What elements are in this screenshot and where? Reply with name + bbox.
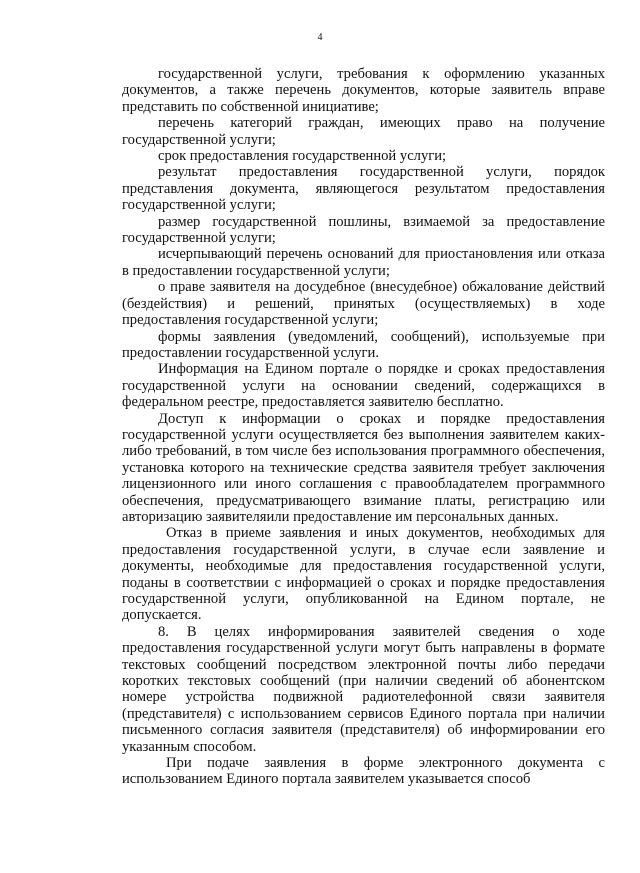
paragraph: перечень категорий граждан, имеющих право на получение государственной услуги; bbox=[122, 115, 605, 148]
paragraph: исчерпывающий перечень оснований для приостановления или отказа в предоставлении государственной услуги; bbox=[122, 246, 605, 279]
paragraph: о праве заявителя на досудебное (внесудебное) обжалование действий (бездействия) и решений, принятых (осуществляемых) в ходе предоставления государственной услуги; bbox=[122, 279, 605, 329]
paragraph: Доступ к информации о сроках и порядке предоставления государственной услуги осуществляется без выполнения заявителем каких-либо требований, в том числе без использования программного обеспечения, установка которого на технические средства заявителя требует заключения лицензионного или иного соглашения с правообладателем программного обеспечения, предусматривающего взимание платы, регистрацию или авторизацию заявителяили предоставление им персональных данных. bbox=[122, 410, 605, 525]
paragraph: государственной услуги, требования к оформлению указанных документов, а также перечень документов, которые заявитель вправе представить по собственной инициативе; bbox=[122, 66, 605, 115]
page-number: 4 bbox=[317, 32, 323, 43]
paragraph: результат предоставления государственной услуги, порядок представления документа, являющегося результатом предоставления государственной услуги; bbox=[122, 164, 605, 214]
paragraph: срок предоставления государственной услуги; bbox=[158, 148, 447, 165]
paragraph: Информация на Едином портале о порядке и сроках предоставления государственной услуги на основании сведений, содержащихся в федеральном реестре, предоставляется заявителю бесплатно. bbox=[122, 361, 605, 411]
document-body bbox=[122, 66, 605, 788]
paragraph: Отказ в приеме заявления и иных документов, необходимых для предоставления государственной услуги, в случае если заявление и документы, необходимые для предоставления государственной услуги, поданы в соответствии с информацией о сроках и порядке предоставления государственной услуги, опубликованной на Едином портале, не допускается. bbox=[122, 525, 605, 624]
paragraph: При подаче заявления в форме электронного документа с использованием Единого портала заявителем указывается способ bbox=[122, 755, 605, 788]
paragraph: размер государственной пошлины, взимаемой за предоставление государственной услуги; bbox=[122, 213, 605, 247]
paragraph: формы заявления (уведомлений, сообщений), используемые при предоставлении государственной услуги. bbox=[122, 328, 605, 361]
numbered-paragraph: 8. В целях информирования заявителей сведения о ходе предоставления государственной услуги могут быть направлены в формате текстовых сообщений посредством электронной почты либо передачи коротких текстовых сообщений (при наличии сведений об абонентском номере устройства подвижной радиотелефонной связи заявителя (представителя) с использованием сервисов Единого портала при наличии письменного согласия заявителя (представителя) об информировании его указанным способом. bbox=[122, 623, 605, 755]
